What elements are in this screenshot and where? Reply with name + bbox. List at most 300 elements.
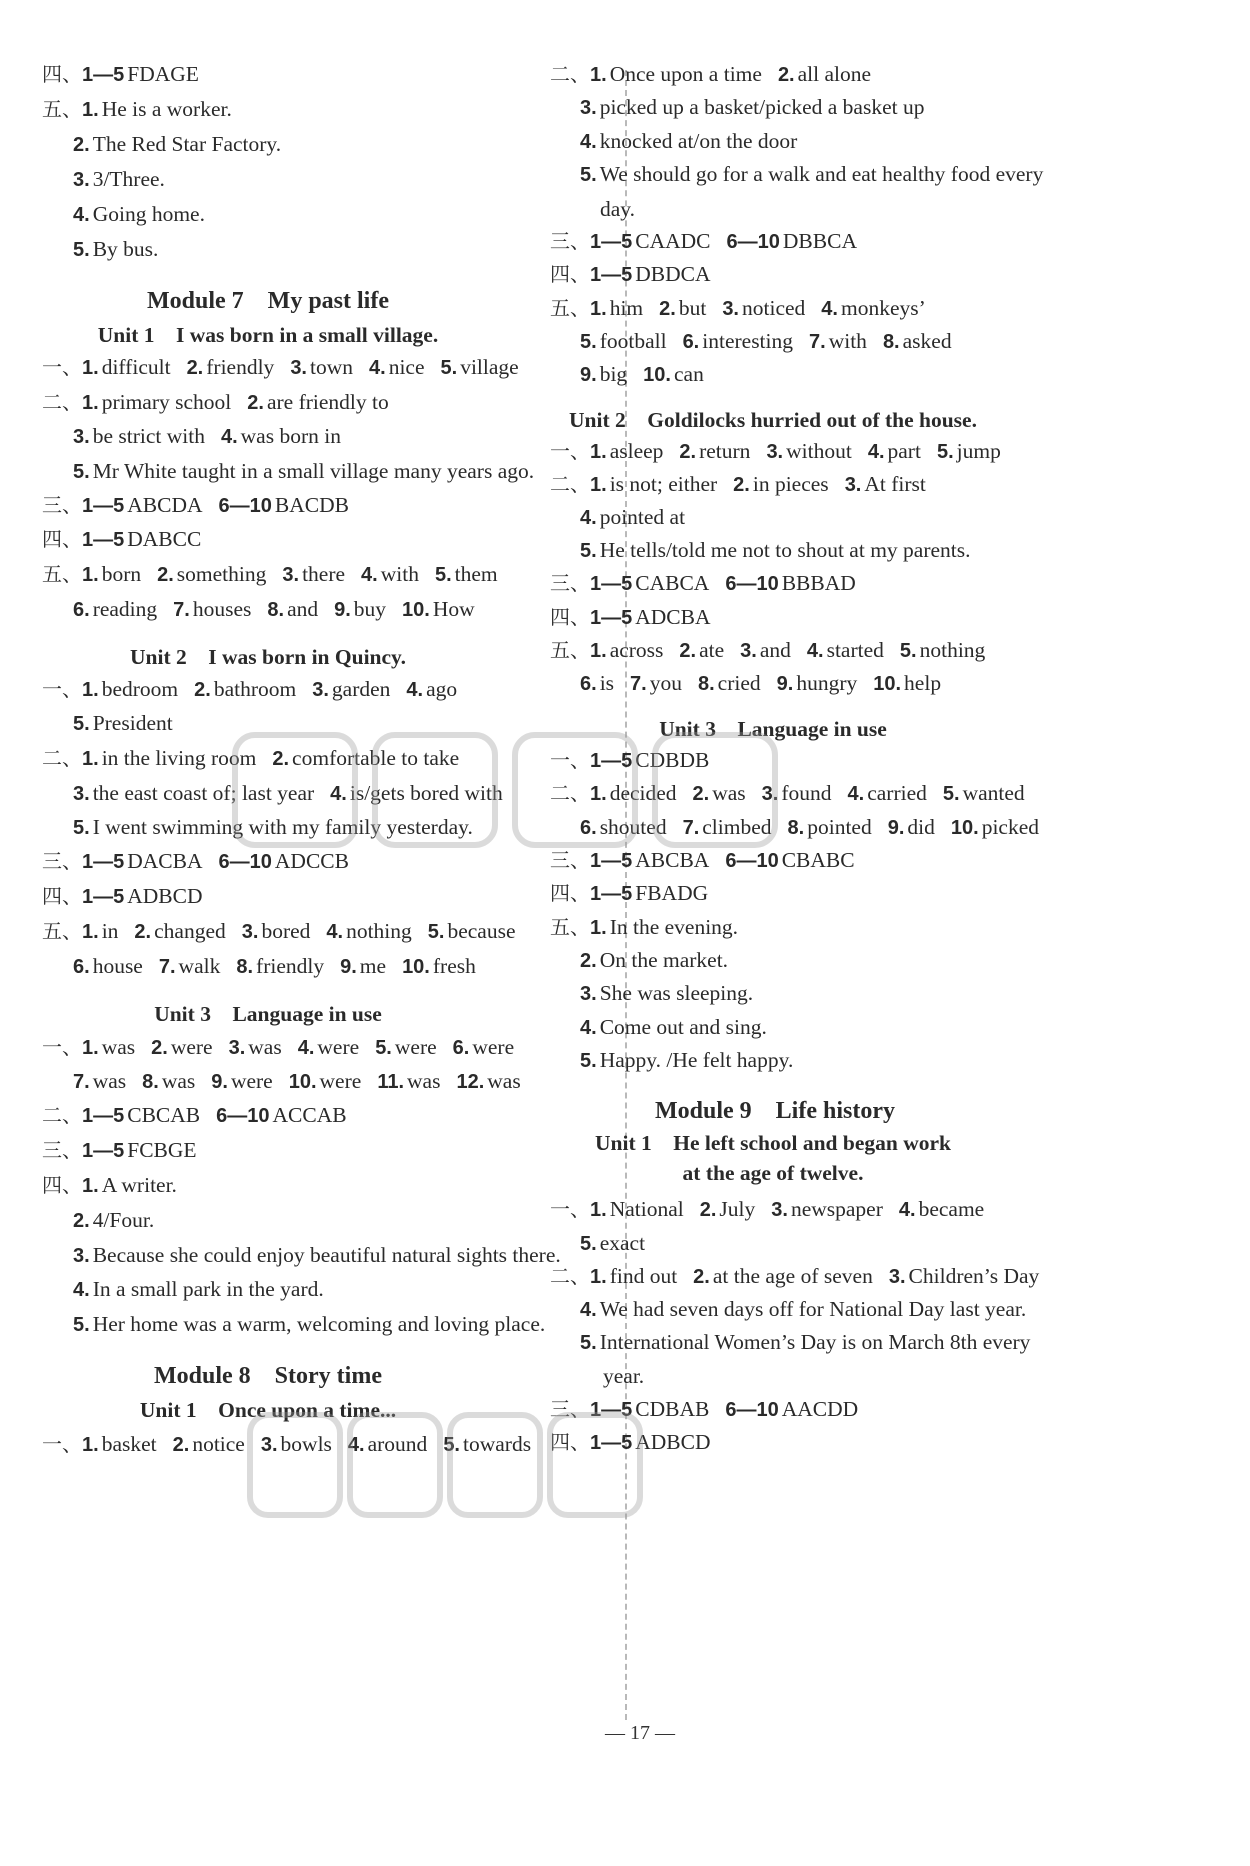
answer-text: something bbox=[176, 562, 267, 586]
item-number: 1—5 bbox=[82, 64, 125, 86]
unit-title: Unit 2 I was born in Quincy. bbox=[130, 645, 406, 669]
answer-text: houses bbox=[192, 597, 252, 621]
item-number: 10. bbox=[873, 673, 902, 695]
answer-text: picked bbox=[981, 815, 1040, 839]
item-number: 2. bbox=[692, 783, 710, 805]
answer-text: AACDD bbox=[781, 1397, 859, 1421]
answer-text: football bbox=[599, 329, 667, 353]
section-label: 二、 bbox=[550, 1264, 590, 1288]
item-number: 3. bbox=[282, 564, 300, 586]
answer-text: was bbox=[407, 1069, 441, 1093]
answer-text: CAADC bbox=[635, 229, 711, 253]
item-number: 1—5 bbox=[590, 850, 633, 872]
item-number: 1. bbox=[82, 564, 99, 586]
answer-line bbox=[580, 979, 753, 1008]
item-number: 10. bbox=[402, 599, 430, 621]
item-number: 3. bbox=[722, 298, 739, 320]
section-label: 四、 bbox=[42, 884, 82, 908]
item-number: 1. bbox=[82, 1175, 99, 1197]
answer-line bbox=[550, 1395, 858, 1424]
answer-text: CABCA bbox=[635, 571, 710, 595]
section-label: 二、 bbox=[550, 472, 590, 496]
answer-line bbox=[550, 60, 871, 89]
answer-line bbox=[580, 1229, 645, 1258]
answer-text: was bbox=[712, 781, 746, 805]
item-number: 12. bbox=[456, 1071, 485, 1093]
answer-line bbox=[580, 503, 685, 532]
answer-line bbox=[550, 1195, 984, 1224]
answer-line bbox=[42, 353, 519, 382]
answer-line bbox=[42, 1171, 177, 1200]
answer-text: shouted bbox=[599, 815, 667, 839]
answer-text: CBCAB bbox=[127, 1103, 201, 1127]
section-label: 四、 bbox=[550, 262, 590, 286]
item-number: 10. bbox=[288, 1071, 317, 1093]
answer-text: you bbox=[649, 671, 682, 695]
item-number: 9. bbox=[580, 364, 597, 386]
answer-text: did bbox=[907, 815, 935, 839]
item-number: 1. bbox=[590, 917, 607, 939]
item-number: 3. bbox=[580, 983, 597, 1005]
answer-text: On the market. bbox=[599, 948, 729, 972]
answer-line bbox=[580, 160, 1043, 189]
answer-text: nothing bbox=[919, 638, 986, 662]
item-number: 2. bbox=[73, 1210, 90, 1232]
item-number: 4. bbox=[580, 507, 597, 529]
answer-line bbox=[550, 470, 926, 499]
answer-text: newspaper bbox=[790, 1197, 883, 1221]
answer-text: hungry bbox=[796, 671, 858, 695]
section-label: 五、 bbox=[550, 915, 590, 939]
item-number: 3. bbox=[771, 1199, 788, 1221]
item-number: 5. bbox=[580, 540, 597, 562]
answer-text: We had seven days off for National Day last year. bbox=[599, 1297, 1027, 1321]
answer-line bbox=[580, 1295, 1026, 1324]
answer-line bbox=[550, 603, 711, 632]
answer-line bbox=[580, 669, 941, 698]
item-number: 6. bbox=[580, 673, 597, 695]
answer-text: was bbox=[161, 1069, 196, 1093]
answer-line bbox=[580, 93, 924, 122]
answer-text: and bbox=[759, 638, 791, 662]
answer-line bbox=[550, 879, 708, 908]
item-number: 4. bbox=[847, 783, 865, 805]
item-number: 2. bbox=[157, 564, 174, 586]
answer-line bbox=[550, 569, 856, 598]
answer-text: basket bbox=[101, 1432, 157, 1456]
answer-text: I went swimming with my family yesterday. bbox=[92, 815, 473, 839]
section-label: 四、 bbox=[42, 1173, 82, 1197]
item-number: 1—5 bbox=[82, 495, 125, 517]
answer-text: difficult bbox=[101, 355, 171, 379]
answer-text: started bbox=[826, 638, 884, 662]
answer-line bbox=[42, 744, 459, 773]
item-number: 8. bbox=[142, 1071, 159, 1093]
answer-text: the east coast of; last year bbox=[92, 781, 315, 805]
answer-text: primary school bbox=[101, 390, 232, 414]
item-number: 4. bbox=[580, 1299, 597, 1321]
answer-text: comfortable to take bbox=[292, 746, 460, 770]
answer-text: bedroom bbox=[101, 677, 179, 701]
item-number: 1. bbox=[82, 1037, 99, 1059]
item-number: 1—5 bbox=[82, 529, 125, 551]
section-label: 三、 bbox=[550, 1397, 590, 1421]
answer-text: but bbox=[678, 296, 707, 320]
answer-text: year. bbox=[603, 1364, 645, 1388]
section-label: 二、 bbox=[42, 390, 82, 414]
item-number: 2. bbox=[172, 1434, 190, 1456]
item-number: 8. bbox=[697, 673, 715, 695]
answer-line bbox=[580, 327, 952, 356]
item-number: 1. bbox=[82, 921, 99, 943]
answer-line bbox=[550, 437, 1001, 466]
answer-text: buy bbox=[353, 597, 387, 621]
item-number: 1—5 bbox=[590, 573, 633, 595]
answer-text: How bbox=[432, 597, 475, 621]
answer-text: and bbox=[287, 597, 319, 621]
answer-text: towards bbox=[463, 1432, 532, 1456]
answer-text: DABCC bbox=[127, 527, 202, 551]
answer-text: bathroom bbox=[213, 677, 297, 701]
answer-text: At first bbox=[864, 472, 926, 496]
item-number: 3. bbox=[766, 441, 784, 463]
item-number: 6—10 bbox=[725, 573, 779, 595]
answer-text: In a small park in the yard. bbox=[92, 1277, 324, 1301]
answer-text: me bbox=[359, 954, 387, 978]
item-number: 5. bbox=[899, 640, 917, 662]
item-number: 2. bbox=[272, 748, 290, 770]
answer-line bbox=[73, 165, 165, 194]
answer-line bbox=[550, 746, 709, 775]
item-number: 4. bbox=[867, 441, 885, 463]
answer-text: around bbox=[367, 1432, 428, 1456]
item-number: 4. bbox=[361, 564, 378, 586]
answer-line bbox=[580, 1046, 793, 1075]
section-label: 一、 bbox=[42, 1035, 82, 1059]
item-number: 1—5 bbox=[82, 886, 125, 908]
section-label: 三、 bbox=[550, 571, 590, 595]
item-number: 8. bbox=[882, 331, 900, 353]
item-number: 4. bbox=[580, 1017, 597, 1039]
answer-text: cried bbox=[717, 671, 761, 695]
answer-text: help bbox=[904, 671, 942, 695]
section-label: 二、 bbox=[550, 781, 590, 805]
item-number: 5. bbox=[942, 783, 960, 805]
answer-text: ADBCD bbox=[127, 884, 203, 908]
item-number: 5. bbox=[580, 1332, 597, 1354]
item-number: 1. bbox=[590, 474, 607, 496]
answer-text: was bbox=[248, 1035, 282, 1059]
item-number: 8. bbox=[267, 599, 285, 621]
answer-line bbox=[550, 260, 711, 289]
answer-text: jump bbox=[956, 439, 1001, 463]
module-title: Module 9 Life history bbox=[655, 1098, 895, 1124]
item-number: 8. bbox=[236, 956, 254, 978]
item-number: 1. bbox=[82, 748, 99, 770]
answer-text: with bbox=[828, 329, 867, 353]
answer-line bbox=[580, 1328, 1030, 1357]
answer-text: The Red Star Factory. bbox=[92, 132, 282, 156]
item-number: 7. bbox=[73, 1071, 90, 1093]
answer-line bbox=[550, 1428, 711, 1457]
module-title: Module 8 Story time bbox=[154, 1363, 382, 1389]
section-label: 一、 bbox=[550, 439, 590, 463]
answer-text: there bbox=[302, 562, 346, 586]
answer-line bbox=[603, 1362, 644, 1390]
item-number: 8. bbox=[787, 817, 805, 839]
item-number: 3. bbox=[73, 169, 90, 191]
item-number: 3. bbox=[844, 474, 862, 496]
item-number: 1—5 bbox=[590, 1432, 633, 1454]
answer-text: find out bbox=[609, 1264, 678, 1288]
answer-text: were bbox=[394, 1035, 437, 1059]
item-number: 4. bbox=[220, 426, 238, 448]
answer-line bbox=[42, 1430, 531, 1459]
item-number: 3. bbox=[73, 426, 90, 448]
answer-text: ABCDA bbox=[127, 493, 203, 517]
answer-text: was born in bbox=[240, 424, 341, 448]
item-number: 10. bbox=[643, 364, 671, 386]
answer-text: notice bbox=[192, 1432, 245, 1456]
answer-line bbox=[580, 813, 1039, 842]
item-number: 2. bbox=[580, 950, 597, 972]
answer-text: at the age of seven bbox=[712, 1264, 873, 1288]
item-number: 10. bbox=[402, 956, 430, 978]
answer-text: knocked at/on the door bbox=[599, 129, 798, 153]
answer-text: ADCCB bbox=[274, 849, 349, 873]
item-number: 5. bbox=[434, 564, 452, 586]
item-number: 2. bbox=[247, 392, 264, 414]
item-number: 5. bbox=[580, 1050, 597, 1072]
section-label: 三、 bbox=[550, 848, 590, 872]
item-number: 9. bbox=[887, 817, 905, 839]
section-label: 二、 bbox=[42, 746, 82, 770]
item-number: 2. bbox=[659, 298, 676, 320]
item-number: 2. bbox=[777, 64, 795, 86]
answer-line bbox=[73, 595, 475, 624]
answer-text: them bbox=[454, 562, 498, 586]
item-number: 1. bbox=[590, 64, 607, 86]
answer-text: National bbox=[609, 1197, 684, 1221]
item-number: 1—5 bbox=[590, 883, 633, 905]
item-number: 5. bbox=[375, 1037, 392, 1059]
item-number: 6. bbox=[73, 599, 90, 621]
answer-text: walk bbox=[178, 954, 221, 978]
answer-line bbox=[580, 946, 728, 975]
answer-text: climbed bbox=[702, 815, 772, 839]
answer-text: 3/Three. bbox=[92, 167, 165, 191]
item-number: 3. bbox=[260, 1434, 278, 1456]
answer-text: with bbox=[380, 562, 419, 586]
item-number: 5. bbox=[73, 1314, 90, 1336]
answer-text: bowls bbox=[280, 1432, 332, 1456]
answer-text: in the living room bbox=[101, 746, 257, 770]
answer-line bbox=[550, 913, 738, 942]
answer-line bbox=[600, 195, 635, 223]
answer-line bbox=[550, 1262, 1039, 1291]
answer-text: return bbox=[699, 439, 751, 463]
answer-line bbox=[580, 360, 704, 389]
item-number: 4. bbox=[330, 783, 347, 805]
answer-text: day. bbox=[600, 197, 636, 221]
item-number: 6—10 bbox=[216, 1105, 270, 1127]
answer-text: Once upon a time bbox=[609, 62, 762, 86]
answer-line bbox=[42, 675, 457, 704]
item-number: 3. bbox=[73, 783, 90, 805]
answer-text: nice bbox=[388, 355, 425, 379]
answer-line bbox=[580, 127, 797, 156]
answer-text: We should go for a walk and eat healthy food every bbox=[599, 162, 1044, 186]
section-label: 五、 bbox=[550, 296, 590, 320]
answer-text: is/gets bored with bbox=[349, 781, 503, 805]
answer-line bbox=[550, 227, 857, 256]
answer-text: found bbox=[781, 781, 832, 805]
answer-text: exact bbox=[599, 1231, 646, 1255]
item-number: 5. bbox=[580, 1233, 597, 1255]
section-label: 四、 bbox=[42, 62, 82, 86]
answer-text: In the evening. bbox=[609, 915, 739, 939]
item-number: 6. bbox=[580, 817, 597, 839]
answer-line bbox=[42, 1136, 197, 1165]
unit-title: Unit 3 Language in use bbox=[659, 717, 887, 741]
answer-text: without bbox=[786, 439, 852, 463]
answer-line bbox=[42, 847, 349, 876]
answer-text: pointed bbox=[807, 815, 872, 839]
answer-text: asleep bbox=[609, 439, 664, 463]
answer-text: is not; either bbox=[609, 472, 718, 496]
answer-text: wanted bbox=[962, 781, 1025, 805]
answer-line bbox=[42, 60, 199, 89]
item-number: 3. bbox=[241, 921, 259, 943]
answer-line bbox=[73, 200, 205, 229]
item-number: 1. bbox=[590, 441, 607, 463]
section-label: 一、 bbox=[550, 1197, 590, 1221]
answer-text: Going home. bbox=[92, 202, 205, 226]
answer-text: born bbox=[101, 562, 142, 586]
item-number: 4. bbox=[406, 679, 424, 701]
answer-text: CDBDB bbox=[635, 748, 710, 772]
section-label: 二、 bbox=[42, 1103, 82, 1127]
answer-text: were bbox=[230, 1069, 273, 1093]
item-number: 1. bbox=[590, 298, 607, 320]
item-number: 11. bbox=[377, 1071, 405, 1093]
item-number: 4. bbox=[369, 357, 386, 379]
answer-text: all alone bbox=[797, 62, 872, 86]
answer-text: ate bbox=[699, 638, 725, 662]
item-number: 4. bbox=[347, 1434, 365, 1456]
item-number: 2. bbox=[151, 1037, 168, 1059]
item-number: 5. bbox=[73, 817, 90, 839]
answer-text: was bbox=[92, 1069, 127, 1093]
section-label: 四、 bbox=[550, 881, 590, 905]
answer-line bbox=[73, 1310, 545, 1339]
item-number: 1. bbox=[590, 783, 607, 805]
item-number: 5. bbox=[73, 713, 90, 735]
unit-title: Unit 1 Once upon a time... bbox=[139, 1398, 397, 1422]
item-number: 2. bbox=[699, 1199, 717, 1221]
answer-line bbox=[73, 779, 503, 808]
answer-line bbox=[73, 457, 534, 486]
answer-text: in bbox=[101, 919, 119, 943]
answer-text: Happy. /He felt happy. bbox=[599, 1048, 794, 1072]
answer-line bbox=[42, 882, 203, 911]
answer-text: were bbox=[472, 1035, 515, 1059]
answer-text: house bbox=[92, 954, 143, 978]
answer-text: carried bbox=[867, 781, 927, 805]
item-number: 3. bbox=[73, 1245, 90, 1267]
item-number: 6. bbox=[682, 331, 700, 353]
section-label: 四、 bbox=[550, 605, 590, 629]
answer-text: DACBA bbox=[127, 849, 203, 873]
item-number: 4. bbox=[898, 1199, 916, 1221]
answer-text: President bbox=[92, 711, 173, 735]
answer-line bbox=[73, 952, 476, 981]
item-number: 3. bbox=[290, 357, 307, 379]
page-number: — 17 — bbox=[605, 1722, 675, 1744]
answer-text: changed bbox=[154, 919, 226, 943]
item-number: 5. bbox=[580, 164, 597, 186]
section-label: 一、 bbox=[42, 677, 82, 701]
answer-text: monkeys’ bbox=[840, 296, 926, 320]
item-number: 3. bbox=[888, 1266, 906, 1288]
item-number: 5. bbox=[936, 441, 954, 463]
answer-text: ACCAB bbox=[272, 1103, 347, 1127]
item-number: 9. bbox=[776, 673, 794, 695]
answer-text: Her home was a warm, welcoming and loving place. bbox=[92, 1312, 546, 1336]
item-number: 6—10 bbox=[726, 231, 780, 253]
answer-text: DBDCA bbox=[635, 262, 711, 286]
item-number: 1—5 bbox=[82, 1105, 125, 1127]
item-number: 10. bbox=[950, 817, 979, 839]
item-number: 2. bbox=[134, 921, 152, 943]
answer-text: fresh bbox=[432, 954, 476, 978]
answer-text: BBBAD bbox=[781, 571, 856, 595]
section-label: 二、 bbox=[550, 62, 590, 86]
item-number: 5. bbox=[440, 357, 458, 379]
item-number: 4. bbox=[806, 640, 824, 662]
item-number: 3. bbox=[740, 640, 757, 662]
item-number: 1. bbox=[82, 357, 99, 379]
answer-text: big bbox=[599, 362, 628, 386]
answer-text: friendly bbox=[206, 355, 275, 379]
answer-line bbox=[580, 1013, 767, 1042]
item-number: 4. bbox=[73, 1279, 90, 1301]
item-number: 4. bbox=[73, 204, 90, 226]
answer-text: decided bbox=[609, 781, 677, 805]
unit-title: Unit 3 Language in use bbox=[154, 1002, 382, 1026]
section-label: 三、 bbox=[550, 229, 590, 253]
answer-text: A writer. bbox=[101, 1173, 177, 1197]
unit-title: Unit 1 He left school and began work bbox=[595, 1131, 951, 1155]
section-label: 三、 bbox=[42, 493, 82, 517]
item-number: 1. bbox=[82, 1434, 99, 1456]
item-number: 1—5 bbox=[590, 750, 633, 772]
section-label: 五、 bbox=[42, 919, 82, 943]
answer-line bbox=[42, 1101, 347, 1130]
answer-line bbox=[42, 491, 349, 520]
answer-line bbox=[42, 1033, 514, 1062]
item-number: 1. bbox=[82, 99, 99, 121]
answer-line bbox=[42, 525, 201, 554]
answer-text: ago bbox=[426, 677, 458, 701]
answer-line bbox=[73, 130, 281, 159]
item-number: 3. bbox=[312, 679, 329, 701]
item-number: 6—10 bbox=[725, 1399, 779, 1421]
answer-text: were bbox=[317, 1035, 360, 1059]
answer-line bbox=[42, 560, 498, 589]
answer-text: She was sleeping. bbox=[599, 981, 754, 1005]
answer-text: were bbox=[319, 1069, 362, 1093]
